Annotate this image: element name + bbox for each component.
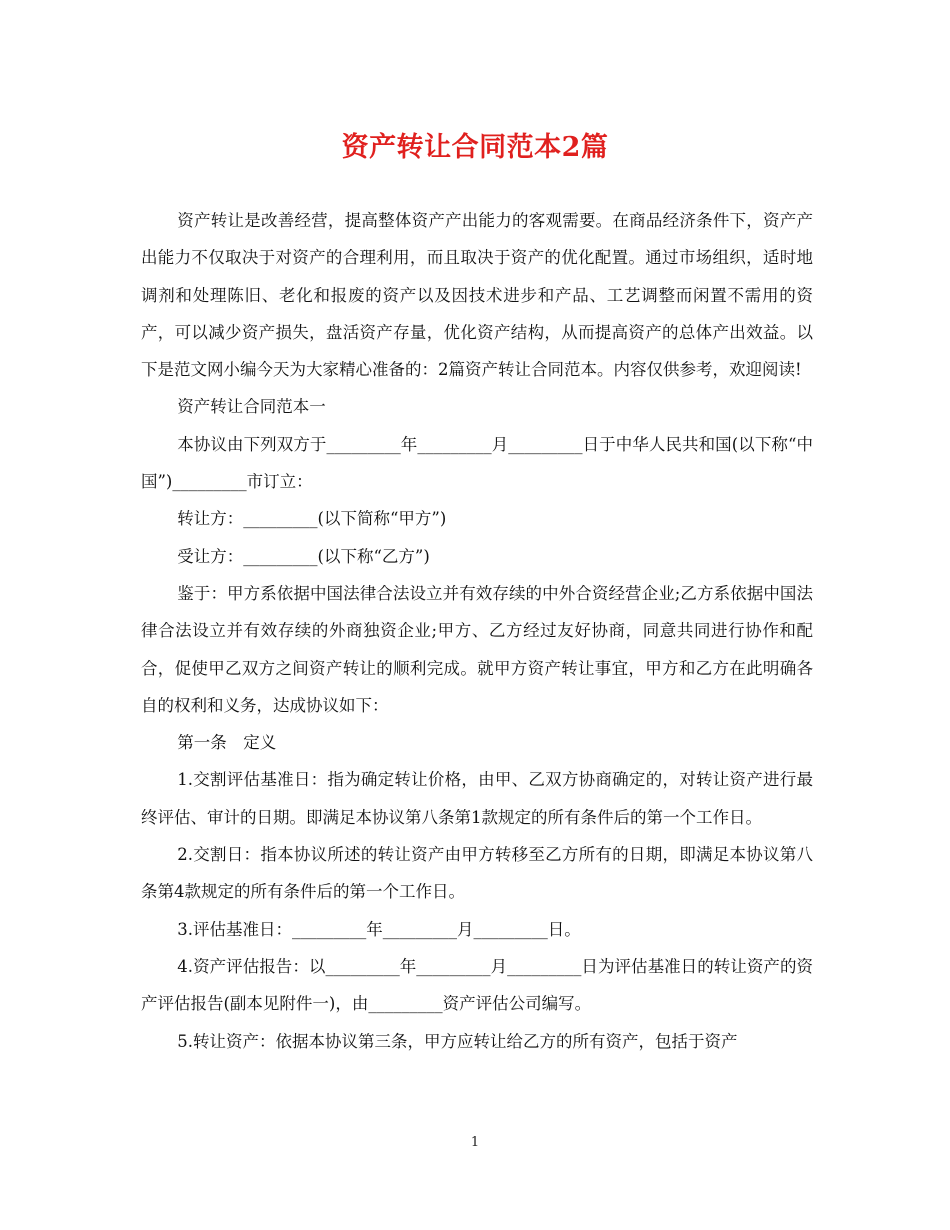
agreement-opening-paragraph: 本协议由下列双方于_________年_________月_________日于中华人民共和国(以下称“中国”)_________市订立： [141,434,813,492]
whereas-paragraph: 鉴于：甲方系依据中国法律合法设立并有效存续的中外合资经营企业;乙方系依据中国法律合法设立并有效存续的外商独资企业;甲方、乙方经过友好协商，同意共同进行协作和配合，促使甲乙双方之间资产转让的顺利完成。就甲方资产转让事宜，甲方和乙方在此明确各自的权利和义务，达成协议如下： [141,583,813,715]
definition-item-1: 1.交割评估基准日：指为确定转让价格，由甲、乙双方协商确定的，对转让资产进行最终评估、审计的日期。即满足本协议第八条第1款规定的所有条件后的第一个工作日。 [141,770,813,827]
document-title: 资产转让合同范本2篇 [341,132,609,163]
intro-paragraph: 资产转让是改善经营，提高整体资产产出能力的客观需要。在商品经济条件下，资产产出能力不仅取决于对资产的合理利用，而且取决于资产的优化配置。通过市场组织，适时地调剂和处理陈旧、老化和报废的资产以及因技术进步和产品、工艺调整而闲置不需用的资产，可以减少资产损失，盘活资产存量，优化资产结构，从而提高资产的总体产出效益。以下是范文网小编今天为大家精心准备的：2篇资产转让合同范本。内容仅供参考，欢迎阅读! [141,211,813,380]
definition-item-4: 4.资产评估报告：以_________年_________月_________日为评估基准日的转让资产的资产评估报告(副本见附件一)，由_________资产评估公司编写。 [141,956,813,1014]
document-body [141,202,813,1060]
article-one-heading: 第一条 定义 [177,733,277,753]
transferee-line: 受让方：_________(以下称“乙方”) [177,546,430,566]
transferor-line: 转让方：_________(以下简称“甲方”) [177,509,447,529]
definition-item-5: 5.转让资产：依据本协议第三条，甲方应转让给乙方的所有资产，包括于资产 [177,1031,738,1051]
definition-item-3: 3.评估基准日：_________年_________月_________日。 [177,919,581,939]
definition-item-2: 2.交割日：指本协议所述的转让资产由甲方转移至乙方所有的日期，即满足本协议第八条第4款规定的所有条件后的第一个工作日。 [141,845,813,902]
section-heading-contract-one: 资产转让合同范本一 [177,397,326,417]
page-number: 1 [470,1135,480,1150]
